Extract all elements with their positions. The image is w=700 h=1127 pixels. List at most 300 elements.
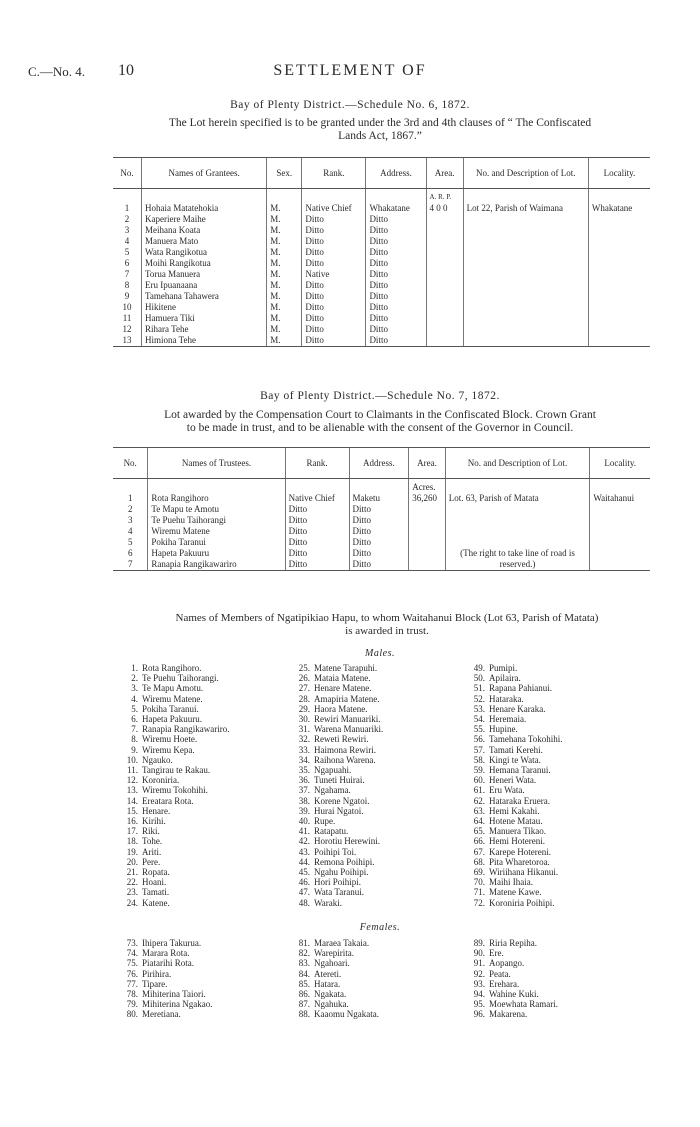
member-name: Ngahuka. <box>314 999 349 1010</box>
locality-cell <box>588 313 650 324</box>
grantee-sex: M. <box>267 291 302 302</box>
member-name: Ngauko. <box>142 754 173 765</box>
grantee-address: Ditto <box>366 236 426 247</box>
list-item <box>290 887 383 897</box>
list-item <box>118 704 229 714</box>
col-header-no: No. <box>113 158 142 189</box>
member-name: Rewiri Manuariki. <box>314 714 381 725</box>
member-number: 21. <box>126 867 138 878</box>
area-cell <box>426 280 463 291</box>
list-item <box>465 673 563 683</box>
locality-cell <box>588 335 650 347</box>
member-name: Hupine. <box>489 724 518 735</box>
trustee-address: Maketu <box>349 493 409 504</box>
member-name: Kingi te Wata. <box>489 754 541 765</box>
females-col-3 <box>465 938 558 1020</box>
grantee-name: Meihana Koata <box>142 225 267 236</box>
schedule6-intro-line2: Lands Act, 1867.” <box>338 130 422 142</box>
grantee-name: Eru Ipuanaana <box>142 280 267 291</box>
member-name: Ariti. <box>142 846 162 857</box>
member-name: Ranapia Rangikawariro. <box>142 724 230 735</box>
member-name: Te Mapu Amotu. <box>142 683 204 694</box>
member-number: 71. <box>473 887 485 898</box>
member-number: 48. <box>298 897 310 908</box>
spacer-cell <box>463 189 588 204</box>
row-number: 7 <box>124 269 130 279</box>
list-item <box>290 734 383 744</box>
trustee-rank: Native Chief <box>285 493 349 504</box>
member-name: Ihipera Takurua. <box>142 938 202 948</box>
area-cell <box>409 504 445 515</box>
member-name: Tohe. <box>142 836 163 847</box>
member-name: Mihiterina Taiori. <box>142 989 206 1000</box>
table-row <box>113 236 650 247</box>
list-item <box>118 714 229 724</box>
member-name: Koroniria. <box>142 775 180 786</box>
member-number: 74. <box>126 948 138 959</box>
col-header-sex: Sex. <box>267 158 302 189</box>
road-note-line2: reserved.) <box>445 559 590 571</box>
list-item <box>118 785 229 795</box>
member-name: Rapana Pahianui. <box>489 683 552 694</box>
list-item <box>465 694 563 704</box>
grantee-address: Ditto <box>366 291 426 302</box>
member-name: Aopango. <box>489 958 525 969</box>
col-header-no: No. <box>113 448 148 479</box>
trustee-name: Wiremu Matene <box>148 526 285 537</box>
list-item <box>118 745 229 755</box>
lot-cell <box>463 324 588 335</box>
trustee-address: Ditto <box>349 548 409 559</box>
lot-cell <box>463 291 588 302</box>
member-number: 36. <box>298 775 310 786</box>
member-number: 78. <box>126 989 138 1000</box>
list-item <box>465 898 563 908</box>
member-name: Kaaomu Ngakata. <box>314 1009 379 1020</box>
schedule7-title: Bay of Plenty District.—Schedule No. 7, 1872. <box>260 390 500 402</box>
trustee-address: Ditto <box>349 526 409 537</box>
table-row <box>113 324 650 335</box>
member-name: Horotiu Herewini. <box>314 836 380 847</box>
member-number: 79. <box>126 999 138 1010</box>
list-item <box>118 724 229 734</box>
locality-cell <box>588 291 650 302</box>
table-row <box>113 548 650 559</box>
member-name: Manuera Tikao. <box>489 826 546 837</box>
list-item <box>118 847 229 857</box>
table-row <box>113 203 650 214</box>
list-item <box>290 724 383 734</box>
member-name: Reweti Rewiri. <box>314 734 369 745</box>
member-number: 54. <box>473 714 485 725</box>
list-item <box>465 969 558 979</box>
list-item <box>118 948 212 958</box>
grantee-rank: Ditto <box>302 313 366 324</box>
member-number: 64. <box>473 816 485 827</box>
locality-cell <box>588 258 650 269</box>
list-item <box>290 694 383 704</box>
lot-cell <box>463 225 588 236</box>
member-number: 15. <box>126 805 138 816</box>
males-heading: Males. <box>365 648 395 659</box>
grantee-address: Ditto <box>366 214 426 225</box>
list-item <box>290 979 379 989</box>
member-number: 72. <box>473 897 485 908</box>
member-number: 27. <box>298 683 310 694</box>
grantee-address: Ditto <box>366 324 426 335</box>
list-item <box>465 979 558 989</box>
list-item <box>118 775 229 785</box>
table-row <box>113 526 650 537</box>
locality: Waitahanui <box>590 493 650 504</box>
list-item <box>465 877 563 887</box>
member-name: Hataraka. <box>489 693 524 704</box>
member-name: Karepe Hotereni. <box>489 846 551 857</box>
member-name: Pirihira. <box>142 968 172 979</box>
member-name: Maraea Takaia. <box>314 938 370 948</box>
col-header-area: Area. <box>409 448 445 479</box>
member-name: Piatarihi Rota. <box>142 958 194 969</box>
grantee-name: Manuera Mato <box>142 236 267 247</box>
spacer-cell <box>142 189 267 204</box>
grantee-address: Ditto <box>366 258 426 269</box>
member-number: 95. <box>473 999 485 1010</box>
member-number: 37. <box>298 785 310 796</box>
member-name: Ngahoari. <box>314 958 350 969</box>
area-value: 4 0 0 <box>426 203 463 214</box>
member-number: 20. <box>126 856 138 867</box>
list-item <box>118 877 229 887</box>
list-item <box>465 938 558 948</box>
list-item <box>290 775 383 785</box>
member-name: Hapeta Pakuuru. <box>142 714 202 725</box>
member-name: Haimona Rewiri. <box>314 744 376 755</box>
schedule6-title: Bay of Plenty District.—Schedule No. 6, 1872. <box>230 99 470 111</box>
list-item <box>465 775 563 785</box>
grantee-address: Ditto <box>366 313 426 324</box>
list-item <box>118 969 212 979</box>
member-number: 56. <box>473 734 485 745</box>
list-item <box>465 836 563 846</box>
grantee-rank: Native Chief <box>302 203 366 214</box>
member-name: Haora Matene. <box>314 703 368 714</box>
locality-cell <box>590 559 650 571</box>
member-name: Tipare. <box>142 978 168 989</box>
trustee-rank: Ditto <box>285 559 349 571</box>
member-number: 87. <box>298 999 310 1010</box>
area-units: A. R. P. <box>426 189 463 204</box>
spacer-cell <box>349 479 409 494</box>
list-item <box>465 714 563 724</box>
list-item <box>118 898 229 908</box>
list-item <box>118 979 212 989</box>
area-cell <box>426 225 463 236</box>
member-number: 82. <box>298 948 310 959</box>
member-number: 61. <box>473 785 485 796</box>
member-number: 86. <box>298 989 310 1000</box>
member-name: Pumipi. <box>489 663 518 673</box>
area-value: 36,260 <box>409 493 445 504</box>
lot-cell <box>463 302 588 313</box>
member-number: 17. <box>126 826 138 837</box>
list-item <box>465 683 563 693</box>
member-name: Matene Tarapuhi. <box>314 663 378 673</box>
row-number: 4 <box>124 236 130 246</box>
table-row <box>113 493 650 504</box>
member-name: Hemi Hotereni. <box>489 836 545 847</box>
member-name: Henare Karaka. <box>489 703 546 714</box>
col-header-names: Names of Grantees. <box>142 158 267 189</box>
col-header-locality: Locality. <box>588 158 650 189</box>
males-col-1 <box>118 663 229 908</box>
list-item <box>290 898 383 908</box>
spacer-cell <box>302 189 366 204</box>
member-number: 49. <box>473 663 485 673</box>
member-number: 42. <box>298 836 310 847</box>
locality-cell <box>590 504 650 515</box>
member-name: Poihipi Toi. <box>314 846 357 857</box>
list-item <box>290 745 383 755</box>
member-number: 69. <box>473 867 485 878</box>
table-row <box>113 335 650 347</box>
col-header-names: Names of Trustees. <box>148 448 285 479</box>
table-row <box>113 247 650 258</box>
lot-cell <box>445 537 590 548</box>
member-number: 18. <box>126 836 138 847</box>
member-number: 3. <box>131 683 138 694</box>
list-item <box>118 938 212 948</box>
grantee-name: Himiona Tehe <box>142 335 267 347</box>
member-number: 94. <box>473 989 485 1000</box>
member-name: Tamati Kerehi. <box>489 744 543 755</box>
schedule7-intro-line2: to be made in trust, and to be alienable with the consent of the Governor in Council. <box>186 422 574 434</box>
member-number: 88. <box>298 1009 310 1020</box>
member-number: 62. <box>473 795 485 806</box>
grantee-address: Ditto <box>366 335 426 347</box>
table-row <box>113 302 650 313</box>
row-number: 13 <box>113 335 142 347</box>
table-row <box>113 537 650 548</box>
list-item <box>465 704 563 714</box>
member-number: 19. <box>126 846 138 857</box>
area-cell <box>426 291 463 302</box>
grantee-rank: Ditto <box>302 225 366 236</box>
member-name: Mihiterina Ngakao. <box>142 999 213 1010</box>
grantee-sex: M. <box>267 313 302 324</box>
list-item <box>465 724 563 734</box>
locality-cell <box>590 548 650 559</box>
member-name: Hataraka Eruera. <box>489 795 550 806</box>
grantee-rank: Ditto <box>302 335 366 347</box>
row-number: 1 <box>127 493 133 503</box>
row-number: 3 <box>124 225 130 235</box>
list-item <box>465 734 563 744</box>
member-name: Te Puehu Taihorangi. <box>142 673 219 684</box>
trustee-name: Te Puehu Taihorangi <box>148 515 285 526</box>
member-name: Ngahama. <box>314 785 351 796</box>
grantee-sex: M. <box>267 236 302 247</box>
member-number: 1. <box>131 663 138 673</box>
member-number: 57. <box>473 744 485 755</box>
area-cell <box>426 269 463 280</box>
table-row <box>113 291 650 302</box>
member-name: Marara Rota. <box>142 948 190 959</box>
grantee-sex: M. <box>267 280 302 291</box>
list-item <box>290 867 383 877</box>
grantee-rank: Native <box>302 269 366 280</box>
list-item <box>290 714 383 724</box>
member-name: Wiremu Kepa. <box>142 744 195 755</box>
table-row <box>113 313 650 324</box>
list-item <box>118 755 229 765</box>
grantee-address: Ditto <box>366 247 426 258</box>
list-item <box>290 948 379 958</box>
list-item <box>290 816 383 826</box>
member-name: Warena Manuariki. <box>314 724 384 735</box>
member-name: Ereatara Rota. <box>142 795 194 806</box>
trustee-rank: Ditto <box>285 537 349 548</box>
grantee-name: Moihi Rangikotua <box>142 258 267 269</box>
list-item <box>118 796 229 806</box>
document-reference: C.—No. 4. <box>28 64 86 79</box>
locality: Whakatane <box>588 203 650 214</box>
males-col-2 <box>290 663 383 908</box>
col-header-rank: Rank. <box>302 158 366 189</box>
member-name: Wiriihana Hikanui. <box>489 867 559 878</box>
member-number: 35. <box>298 765 310 776</box>
member-name: Atereti. <box>314 968 342 979</box>
col-header-locality: Locality. <box>590 448 650 479</box>
lot-cell <box>463 236 588 247</box>
locality-cell <box>588 225 650 236</box>
list-item <box>465 816 563 826</box>
locality-cell <box>590 537 650 548</box>
area-cell <box>426 313 463 324</box>
females-col-2 <box>290 938 379 1020</box>
member-number: 60. <box>473 775 485 786</box>
member-name: Pita Wharetoroa. <box>489 856 550 867</box>
area-cell <box>409 537 445 548</box>
locality-cell <box>588 324 650 335</box>
row-number: 3 <box>127 515 133 525</box>
member-number: 31. <box>298 724 310 735</box>
spacer-cell <box>366 189 426 204</box>
grantee-sex: M. <box>267 247 302 258</box>
member-name: Hemana Taranui. <box>489 765 551 776</box>
member-name: Tamehana Tokohihi. <box>489 734 563 745</box>
table-row <box>113 258 650 269</box>
locality-cell <box>588 280 650 291</box>
list-item <box>465 887 563 897</box>
member-name: Ratapatu. <box>314 826 349 837</box>
member-number: 24. <box>126 897 138 908</box>
trustee-address: Ditto <box>349 537 409 548</box>
lot-cell <box>463 214 588 225</box>
list-item <box>118 989 212 999</box>
member-name: Maihi Ihaia. <box>489 877 533 888</box>
row-number: 5 <box>124 247 130 257</box>
member-number: 84. <box>298 968 310 979</box>
schedule7-intro-line1: Lot awarded by the Compensation Court to Claimants in the Confiscated Block. Crown Grant <box>164 409 596 421</box>
spacer-row <box>113 479 650 494</box>
row-number: 6 <box>127 548 133 558</box>
trustee-rank: Ditto <box>285 548 349 559</box>
page-number: 10 <box>118 62 134 79</box>
member-name: Heneri Wata. <box>489 775 537 786</box>
list-item <box>118 683 229 693</box>
member-number: 58. <box>473 754 485 765</box>
member-name: Moewhata Ramari. <box>489 999 558 1010</box>
member-number: 39. <box>298 805 310 816</box>
grantee-name: Wata Rangikotua <box>142 247 267 258</box>
member-number: 6. <box>131 714 138 725</box>
list-item <box>465 999 558 1009</box>
area-cell <box>426 247 463 258</box>
trustee-rank: Ditto <box>285 504 349 515</box>
table-row <box>113 559 650 571</box>
member-number: 66. <box>473 836 485 847</box>
table-row <box>113 214 650 225</box>
member-number: 47. <box>298 887 310 898</box>
area-cell <box>426 258 463 269</box>
member-number: 67. <box>473 846 485 857</box>
member-number: 26. <box>298 673 310 684</box>
list-item <box>290 663 383 673</box>
list-item <box>118 1009 212 1019</box>
grantee-name: Hikitene <box>142 302 267 313</box>
grantee-rank: Ditto <box>302 302 366 313</box>
list-item <box>465 765 563 775</box>
member-number: 44. <box>298 856 310 867</box>
members-title-line2: is awarded in trust. <box>345 625 429 637</box>
col-header-address: Address. <box>349 448 409 479</box>
member-number: 5. <box>131 703 138 714</box>
member-name: Ropata. <box>142 867 170 878</box>
row-number: 5 <box>127 537 133 547</box>
member-number: 10. <box>126 754 138 765</box>
trustee-name: Ranapia Rangikawariro <box>148 559 285 571</box>
member-name: Hori Poihipi. <box>314 877 362 888</box>
trustee-name: Pokiha Taranui <box>148 537 285 548</box>
member-number: 65. <box>473 826 485 837</box>
females-col-1 <box>118 938 212 1020</box>
grantee-rank: Ditto <box>302 236 366 247</box>
row-number: 1 <box>124 203 130 213</box>
member-number: 41. <box>298 826 310 837</box>
locality-cell <box>588 214 650 225</box>
grantee-address: Ditto <box>366 302 426 313</box>
col-header-area: Area. <box>426 158 463 189</box>
spacer-cell <box>445 479 590 494</box>
grantee-address: Ditto <box>366 269 426 280</box>
member-number: 55. <box>473 724 485 735</box>
member-number: 53. <box>473 703 485 714</box>
grantee-name: Hamuera Tiki <box>142 313 267 324</box>
member-number: 96. <box>473 1009 485 1020</box>
member-name: Wata Taranui. <box>314 887 364 898</box>
trustee-address: Ditto <box>349 515 409 526</box>
member-number: 38. <box>298 795 310 806</box>
member-number: 16. <box>126 816 138 827</box>
area-units: Acres. <box>409 479 445 494</box>
member-number: 45. <box>298 867 310 878</box>
member-number: 4. <box>131 693 138 704</box>
row-number: 9 <box>124 291 130 301</box>
spacer-cell <box>590 479 650 494</box>
list-item <box>465 663 563 673</box>
list-item <box>290 673 383 683</box>
locality-cell <box>588 302 650 313</box>
